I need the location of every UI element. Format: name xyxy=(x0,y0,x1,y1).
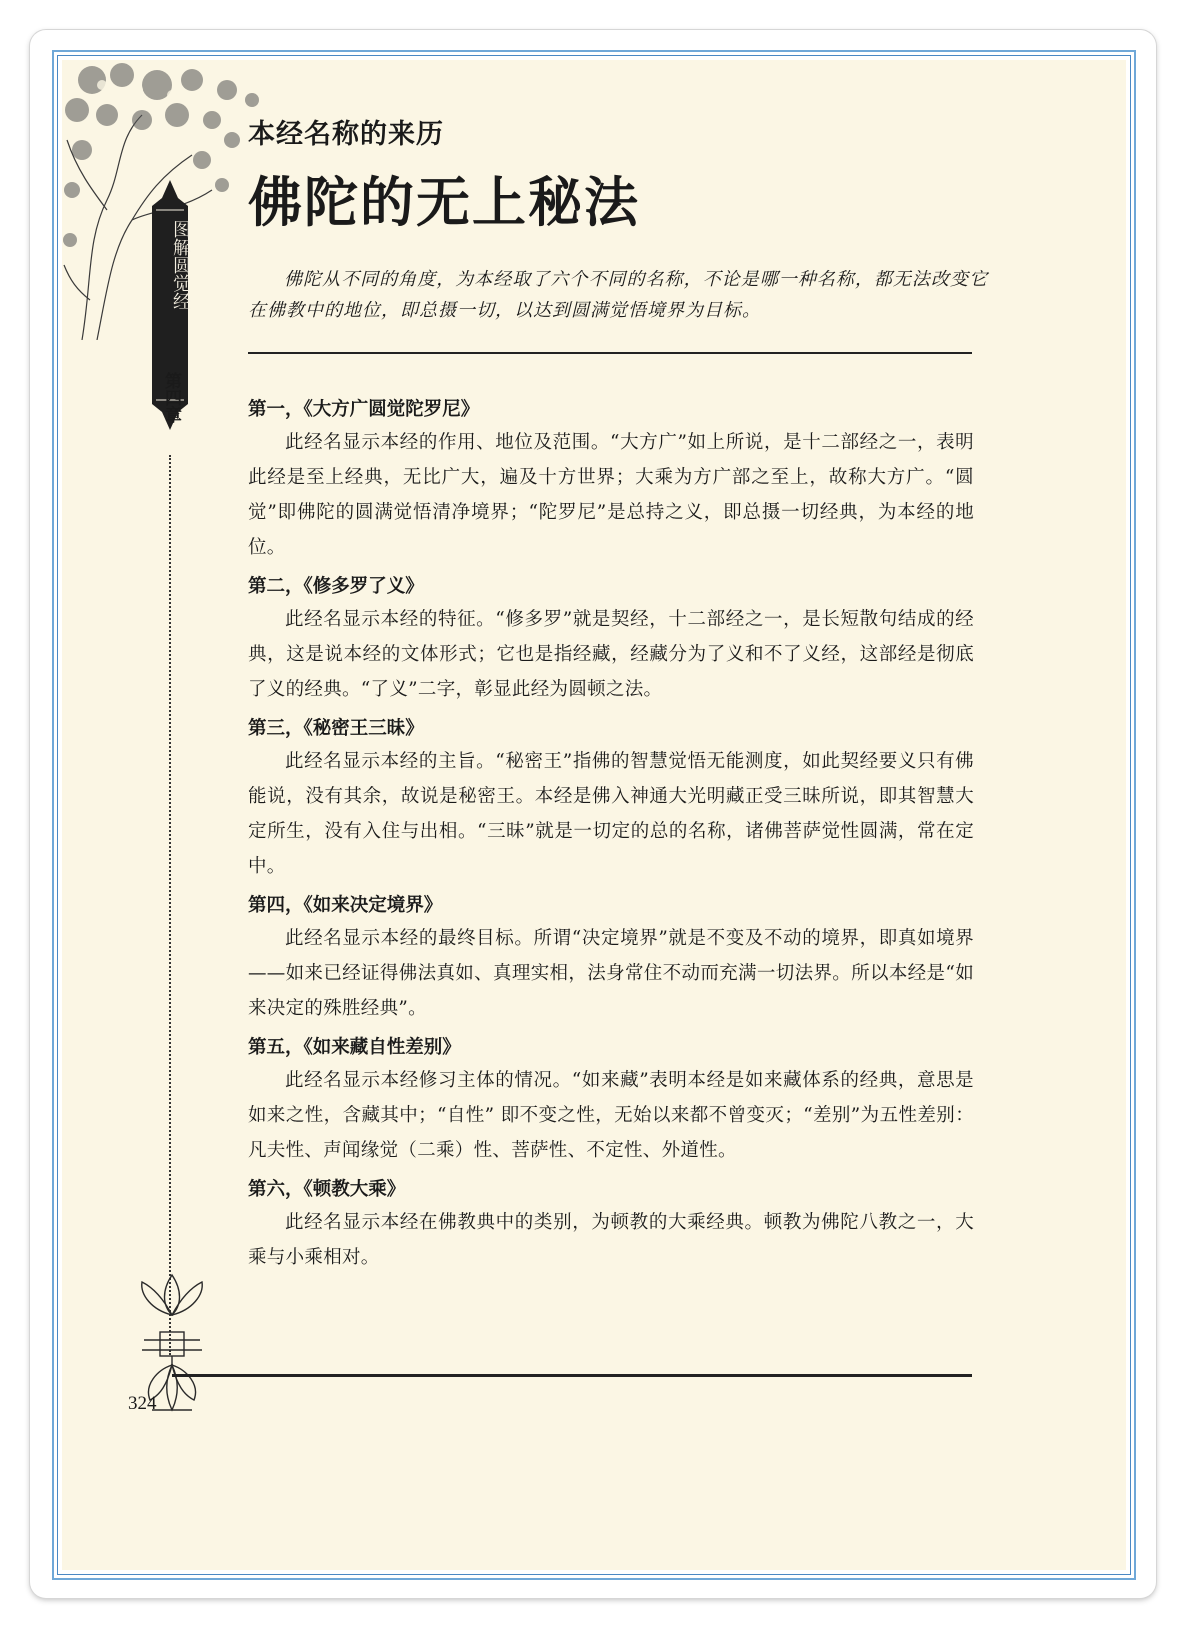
section-item xyxy=(248,572,974,707)
section-body: 此经名显示本经的作用、地位及范围。“大方广”如上所说，是十二部经之一，表明此经是至上经典，无比广大，遍及十方世界；大乘为方广部之至上，故称大方广。“圆觉”即佛陀的圆满觉悟清净境界；“陀罗尼”是总持之义，即总摄一切经典，为本经的地位。 xyxy=(248,432,974,558)
chapter-label: 第四章 xyxy=(161,372,181,423)
page-number: 324 xyxy=(128,1393,157,1414)
section-body: 此经名显示本经在佛教典中的类别，为顿教的大乘经典。顿教为佛陀八教之一，大乘与小乘相对。 xyxy=(248,1212,974,1268)
section-subtitle: 本经名称的来历 xyxy=(248,119,444,150)
section-item xyxy=(248,1033,974,1168)
ribbon-text: 图解圆觉经 xyxy=(170,220,191,310)
section-body: 此经名显示本经的主旨。“秘密王”指佛的智慧觉悟无能测度，如此契经要义只有佛能说，没有其余，故说是秘密王。本经是佛入神通大光明藏正受三昧所说，即其智慧大定所生，没有入住与出相。“三昧”就是一切定的总的名称，诸佛菩萨觉性圆满，常在定中。 xyxy=(248,751,974,877)
book-page xyxy=(62,60,1126,1570)
margin-dotted-line xyxy=(169,455,172,1355)
page-title: 佛陀的无上秘法 xyxy=(248,171,640,234)
section-heading: 第六，《顿教大乘》 xyxy=(248,1179,406,1200)
section-heading: 第二，《修多罗了义》 xyxy=(248,576,424,597)
section-item xyxy=(248,714,974,884)
sections-list xyxy=(248,395,974,1282)
section-item xyxy=(248,1175,974,1275)
section-body: 此经名显示本经的特征。“修多罗”就是契经，十二部经之一，是长短散句结成的经典，这是说本经的文体形式；它也是指经藏，经藏分为了义和不了义经，这部经是彻底了义的经典。“了义”二字，彰显此经为圆顿之法。 xyxy=(248,609,974,700)
section-body: 此经名显示本经修习主体的情况。“如来藏”表明本经是如来藏体系的经典，意思是如来之性，含藏其中；“自性” 即不变之性，无始以来都不曾变灭；“差别”为五性差别：凡夫性、声闻缘觉（二乘）性、菩萨性、不定性、外道性。 xyxy=(248,1070,974,1161)
section-heading: 第一，《大方广圆觉陀罗尼》 xyxy=(248,399,480,420)
bottom-divider xyxy=(172,1374,972,1377)
section-item xyxy=(248,891,974,1026)
section-heading: 第三，《秘密王三昧》 xyxy=(248,718,424,739)
section-item xyxy=(248,395,974,565)
section-heading: 第四，《如来决定境界》 xyxy=(248,895,443,916)
intro-paragraph: 佛陀从不同的角度，为本经取了六个不同的名称，不论是哪一种名称，都无法改变它在佛教中的地位，即总摄一切，以达到圆满觉悟境界为目标。 xyxy=(248,269,988,321)
section-body: 此经名显示本经的最终目标。所谓“决定境界”就是不变及不动的境界，即真如境界——如来已经证得佛法真如、真理实相，法身常住不动而充满一切法界。所以本经是“如来决定的殊胜经典”。 xyxy=(248,928,974,1019)
section-heading: 第五，《如来藏自性差别》 xyxy=(248,1037,461,1058)
top-divider xyxy=(248,352,972,354)
